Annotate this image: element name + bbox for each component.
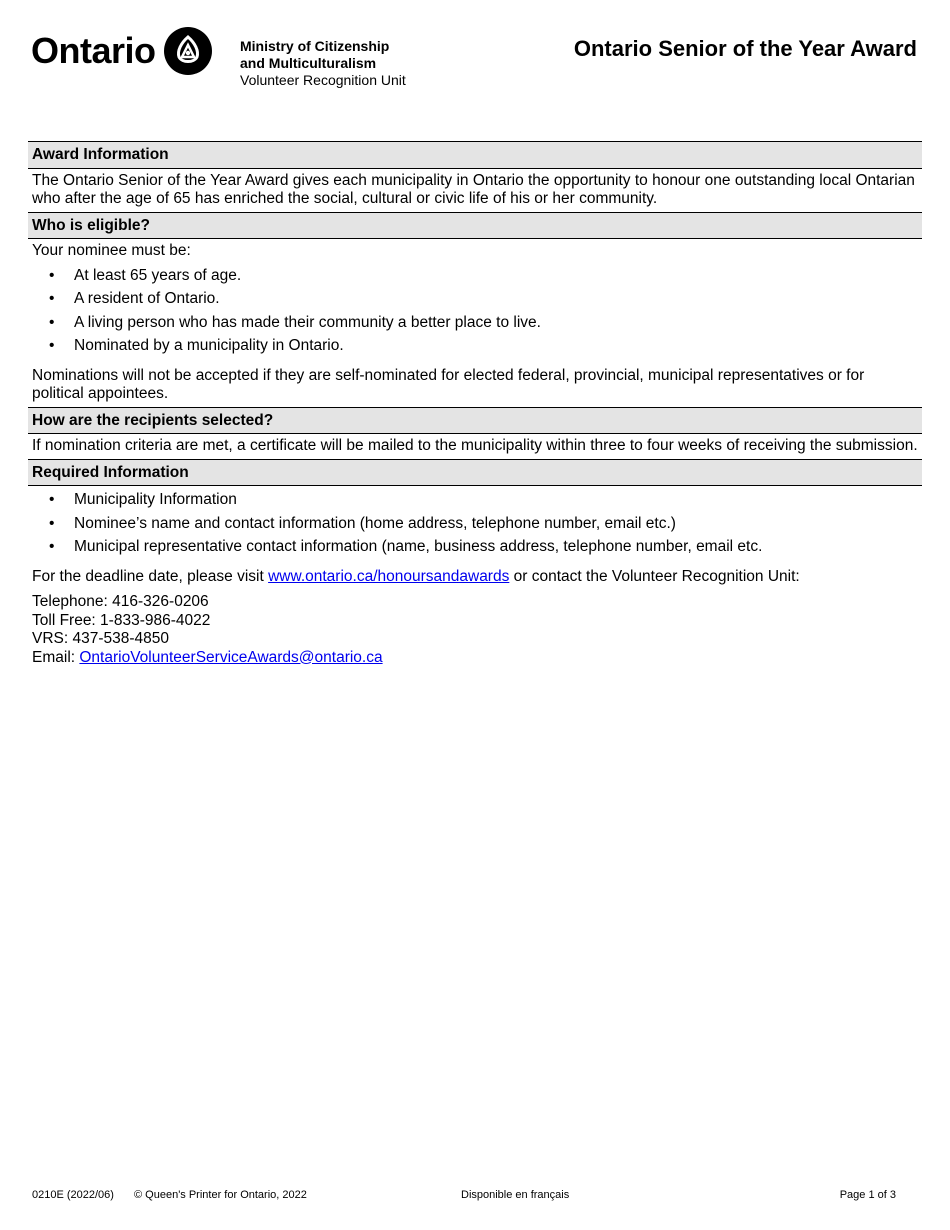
unit-name: Volunteer Recognition Unit [240,72,406,88]
selection-text: If nomination criteria are met, a certificate will be mailed to the municipality within three to four weeks of receiving the submission. [32,437,918,454]
list-item-text: A resident of Ontario. [74,290,220,307]
list-item [28,491,922,510]
ministry-name-line1: Ministry of Citizenship [240,38,390,54]
page-header [0,0,950,130]
logo-wordmark: Ontario [31,30,156,71]
list-item [28,337,922,356]
document-title: Ontario Senior of the Year Award [573,36,917,61]
list-item [28,267,922,286]
eligible-note: Nominations will not be accepted if they are self-nominated for elected federal, provincial, municipal representatives or for political appointees. [32,366,865,402]
email-label: Email: [32,648,80,666]
bullet-icon: • [49,337,55,354]
list-item-text: A living person who has made their community a better place to live. [74,313,541,331]
section-heading-selected: How are the recipients selected? [28,407,922,435]
award-description: The Ontario Senior of the Year Award gives each municipality in Ontario the opportunity to honour one outstanding local Ontarian who after the age of 65 has enriched the social, cultural or civic life of his or her community. [32,171,915,207]
trillium-icon [164,27,212,75]
ontario-logo [31,27,212,75]
list-item [28,314,922,333]
bullet-icon: • [49,313,55,331]
bullet-icon: • [49,266,55,284]
bullet-icon: • [49,538,55,555]
email-link[interactable]: OntarioVolunteerServiceAwards@ontario.ca [79,648,383,666]
deadline-text-before: For the deadline date, please visit [32,567,269,585]
section-heading-award: Award Information [28,141,922,169]
ministry-name-line2: and Multiculturalism [240,55,377,71]
eligibility-list [28,264,922,364]
french-availability: Disponible en français [461,1189,570,1201]
list-item-text: Municipal representative contact information (name, business address, telephone number, email etc. [74,538,763,555]
bullet-icon: • [49,290,55,307]
required-info-list [28,486,922,565]
list-item [28,538,922,557]
list-item-text: Nominee’s name and contact information (home address, telephone number, email etc.) [74,514,676,532]
vrs-line: VRS: 437-538-4850 [32,630,170,647]
document-body [28,141,922,667]
ministry-block [240,38,406,89]
list-item-text: At least 65 years of age. [74,266,242,284]
page-number: Page 1 of 3 [839,1189,896,1201]
deadline-text [28,565,922,590]
bullet-icon: • [49,514,55,532]
eligible-intro: Your nominee must be: [32,242,191,259]
telephone-line: Telephone: 416-326-0206 [32,593,209,610]
deadline-text-after: or contact the Volunteer Recognition Unit: [509,567,800,585]
list-item [28,515,922,534]
email-line [32,649,918,668]
section-heading-eligible: Who is eligible? [28,212,922,240]
tollfree-line: Toll Free: 1-833-986-4022 [32,611,211,629]
honours-awards-link[interactable]: www.ontario.ca/honoursandawards [268,567,510,585]
form-id: 0210E (2022/06) [32,1189,114,1201]
list-item-text: Nominated by a municipality in Ontario. [74,337,344,354]
list-item [28,290,922,309]
list-item-text: Municipality Information [74,491,237,508]
section-heading-required: Required Information [28,459,922,487]
contact-block [28,589,922,667]
bullet-icon: • [49,491,55,508]
copyright: © Queen's Printer for Ontario, 2022 [134,1189,307,1201]
